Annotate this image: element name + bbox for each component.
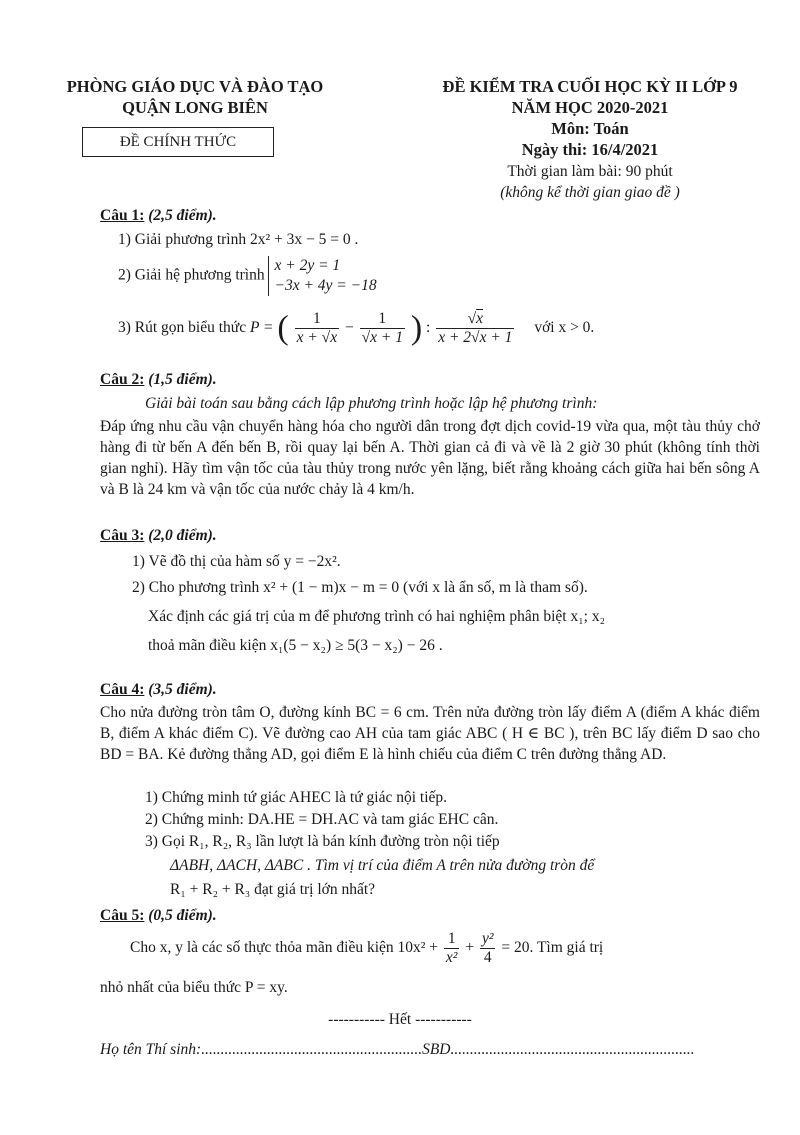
- name-label: Họ tên Thí sinh:: [100, 1041, 202, 1058]
- sbd-label: SBD: [422, 1041, 451, 1058]
- subject: Môn: Toán: [551, 119, 629, 138]
- q2-text: Đáp ứng nhu cầu vận chuyển hàng hóa cho người dân trong đợt dịch covid-19 vừa qua, một tàu thủy chở hàng đi từ bến A đến bến B, rồi quay lại bến A. Thời gian cả đi và về là 2 giờ 30 phút (không tính thời gian nghỉ). Hãy tìm vận tốc của tàu thủy trong nước yên lặng, biết rằng khoảng cách giữa hai bến sông A và B là 24 km và vận tốc của nước chảy là 4 km/h.: [100, 418, 760, 498]
- q5-points: (0,5 điểm).: [148, 907, 217, 924]
- paren-close: ): [410, 309, 423, 347]
- q4-points: (3,5 điểm).: [148, 681, 217, 698]
- q1-item3-cond: với x > 0.: [534, 318, 595, 336]
- duration-note: (không kể thời gian giao đề ): [500, 184, 680, 201]
- q4-item3-line2: ΔABH, ΔACH, ΔABC . Tìm vị trí của điểm A trên nửa đường tròn để: [170, 857, 595, 874]
- fraction-1-over-x2: $\frac{1}{\text{x²}}$: [445, 930, 458, 966]
- q3-item2-line2: Xác định các giá trị của m để phương trình có hai nghiệm phân biệt x₁; x₂: [148, 608, 605, 625]
- q1-item3-p: P =: [249, 318, 274, 336]
- q1-eq2: −3x + 4y = −18: [274, 277, 377, 295]
- q2-points: (1,5 điểm).: [148, 371, 217, 388]
- header-right-line1: ĐỀ KIỂM TRA CUỐI HỌC KỲ II LỚP 9: [442, 77, 738, 96]
- equation-system: [268, 256, 376, 296]
- name-dots: .........................................................: [201, 1041, 423, 1058]
- fraction-3: $\frac{√x}{x + 2√x + 1}$: [438, 310, 513, 346]
- q4-item3-line1: 3) Gọi R₁, R₂, R₃ lần lượt là bán kính đường tròn nội tiếp: [145, 833, 500, 850]
- q1-item3: 3) Rút gọn biểu thức P = ( $\frac{1}{x + √x}$ − $\frac{1}{√x + 1}$ ) : $\frac{√x}{x + 2√x + 1}$ với x > 0.: [118, 309, 595, 347]
- sbd-dots: ...............................................................: [450, 1041, 695, 1058]
- q1-heading: [100, 206, 217, 227]
- end-marker: ----------- Hết -----------: [328, 1011, 472, 1028]
- q5-line2: nhỏ nhất của biểu thức P = xy.: [100, 979, 288, 996]
- q5-line1-b: = 20. Tìm giá trị: [501, 938, 604, 956]
- fraction-y2-over-4: $\frac{\text{y²}}{4}$: [481, 930, 494, 966]
- q4-text: Cho nửa đường tròn tâm O, đường kính BC = 6 cm. Trên nửa đường tròn lấy điểm A (điểm A khác điểm B, điểm A khác điểm C). Vẽ đường cao AH của tam giác ABC ( H ∈ BC ), trên BC lấy điểm D sao cho BD = BA. Kẻ đường thẳng AD, gọi điểm E là hình chiếu của điểm C trên đường thẳng AD.: [100, 704, 760, 763]
- q1-points: (2,5 điểm).: [148, 207, 217, 224]
- q3-points: (2,0 điểm).: [148, 527, 217, 544]
- q4-item1: 1) Chứng minh tứ giác AHEC là tứ giác nội tiếp.: [145, 789, 448, 806]
- q1-eq1: x + 2y = 1: [274, 257, 341, 274]
- q1-item3-label: 3) Rút gọn biểu thức: [118, 318, 247, 336]
- q3-item1: 1) Vẽ đồ thị của hàm số y = −2x².: [132, 553, 341, 570]
- q4-heading: [100, 680, 217, 701]
- exam-date: Ngày thi: 16/4/2021: [521, 140, 659, 159]
- q4-item2: 2) Chứng minh: DA.HE = DH.AC và tam giác EHC cân.: [145, 811, 499, 828]
- q1-title: Câu 1:: [100, 207, 145, 224]
- q3-title: Câu 3:: [100, 527, 145, 544]
- candidate-info: [100, 1040, 695, 1061]
- q5-heading: [100, 906, 217, 927]
- header-right-line2: NĂM HỌC 2020-2021: [511, 98, 669, 117]
- q4-item3-line3: R₁ + R₂ + R₃ đạt giá trị lớn nhất?: [170, 881, 376, 898]
- fraction-2: $\frac{1}{√x + 1}$: [361, 310, 403, 346]
- q1-item2: [118, 256, 377, 296]
- q3-item2-line1: 2) Cho phương trình x² + (1 − m)x − m = 0 (với x là ẩn số, m là tham số).: [132, 579, 588, 596]
- header-left-line2: QUẬN LONG BIÊN: [122, 98, 268, 117]
- q2-heading: [100, 370, 217, 391]
- paren-open: (: [277, 309, 289, 347]
- q5-line1: Cho x, y là các số thực thỏa mãn điều kiện 10x² + $\frac{1}{\text{x²}}$ + $\frac{\text{y²}}{4}$ = 20. Tìm giá trị: [130, 930, 604, 966]
- official-label: ĐỀ CHÍNH THỨC: [82, 127, 274, 157]
- fraction-1: $\frac{1}{x + √x}$: [296, 310, 338, 346]
- q2-title: Câu 2:: [100, 371, 145, 388]
- q3-heading: [100, 526, 217, 547]
- q4-title: Câu 4:: [100, 681, 145, 698]
- q5-line1-a: Cho x, y là các số thực thỏa mãn điều kiện 10x² +: [130, 938, 439, 956]
- q1-item2-label: 2) Giải hệ phương trình: [118, 266, 265, 284]
- q3-item2-line3: thoả mãn điều kiện x₁(5 − x₂) ≥ 5(3 − x₂) − 26 .: [148, 637, 443, 654]
- duration: Thời gian làm bài: 90 phút: [507, 163, 673, 180]
- q1-item1: 1) Giải phương trình 2x² + 3x − 5 = 0 .: [118, 231, 359, 248]
- q2-intro: Giải bài toán sau bằng cách lập phương trình hoặc lập hệ phương trình:: [145, 395, 598, 412]
- q5-title: Câu 5:: [100, 907, 145, 924]
- header-left-line1: PHÒNG GIÁO DỤC VÀ ĐÀO TẠO: [66, 77, 324, 96]
